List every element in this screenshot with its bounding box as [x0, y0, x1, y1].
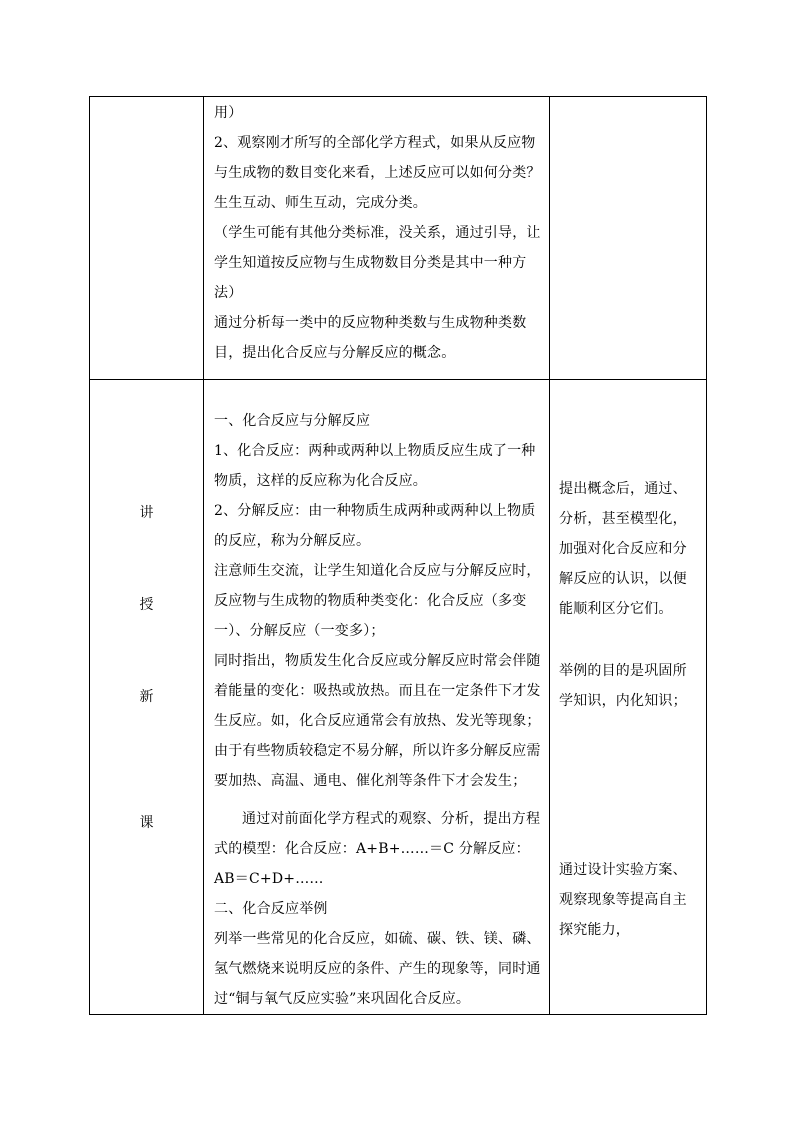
notes-cell-empty — [550, 97, 707, 380]
stage-cell — [90, 380, 204, 1015]
definition-decomposition: 2、分解反应：由一种物质生成两种或两种以上物质的反应，称为分解反应。 — [214, 503, 536, 549]
combination-examples: 列举一些常见的化合反应，如硫、碳、铁、镁、磷、氢气燃烧来说明反应的条件、产生的现象等，同时通过“铜与氧气反应实验”来巩固化合反应。 — [214, 931, 541, 1007]
stage-cell-empty — [90, 97, 204, 380]
section-heading-1: 一、化合反应与分解反应 — [214, 413, 371, 429]
equation-model: 通过对前面化学方程式的观察、分析，提出方程式的模型：化合反应：A+B+……＝C 分解反应：AB＝C+D+…… — [214, 811, 541, 887]
note-experiment-purpose: 通过设计实验方案、观察现象等提高自主探究能力， — [559, 862, 687, 938]
stage-char-2: 授 — [139, 597, 154, 613]
paragraph-classify-question: 2、观察刚才所写的全部化学方程式，如果从反应物与生成物的数目变化来看，上述反应可以如何分类？生生互动、师生互动，完成分类。 — [214, 135, 541, 211]
stage-char-1: 讲 — [139, 505, 154, 521]
note-example-purpose: 举例的目的是巩固所学知识，内化知识； — [559, 663, 687, 709]
note-energy-change: 同时指出，物质发生化合反应或分解反应时常会伴随着能量的变化：吸热或放热。而且在一定条件下才发生反应。如，化合反应通常会有放热、发光等现象；由于有些物质较稳定不易分解，所以许多分解反应需要加热、高温、通电、催化剂等条件下才会发生； — [214, 653, 541, 789]
activity-cell — [204, 97, 550, 380]
definition-combination: 1、化合反应：两种或两种以上物质反应生成了一种物质，这样的反应称为化合反应。 — [214, 443, 536, 489]
paragraph-concept: 通过分析每一类中的反应物种类数与生成物种类数目，提出化合反应与分解反应的概念。 — [214, 315, 527, 361]
table-row-new-lesson — [90, 380, 707, 1015]
notes-cell — [550, 380, 707, 1015]
section-heading-2: 二、化合反应举例 — [214, 901, 328, 917]
lesson-plan-table — [89, 96, 707, 1015]
note-substance-change: 注意师生交流，让学生知道化合反应与分解反应时，反应物与生成物的物质种类变化：化合反应（多变一）、分解反应（一变多）； — [214, 563, 541, 639]
note-concept-purpose: 提出概念后，通过、分析，甚至模型化，加强对化合反应和分解反应的认识，以便能顺利区分它们。 — [559, 481, 687, 617]
table-row-discussion — [90, 97, 707, 380]
paragraph-continued: 用） — [214, 105, 243, 121]
paragraph-guidance: （学生可能有其他分类标准，没关系，通过引导，让学生知道按反应物与生成物数目分类是其中一种方法） — [214, 225, 541, 301]
stage-char-4: 课 — [139, 815, 154, 831]
stage-char-3: 新 — [139, 689, 154, 705]
content-cell — [204, 380, 550, 1015]
